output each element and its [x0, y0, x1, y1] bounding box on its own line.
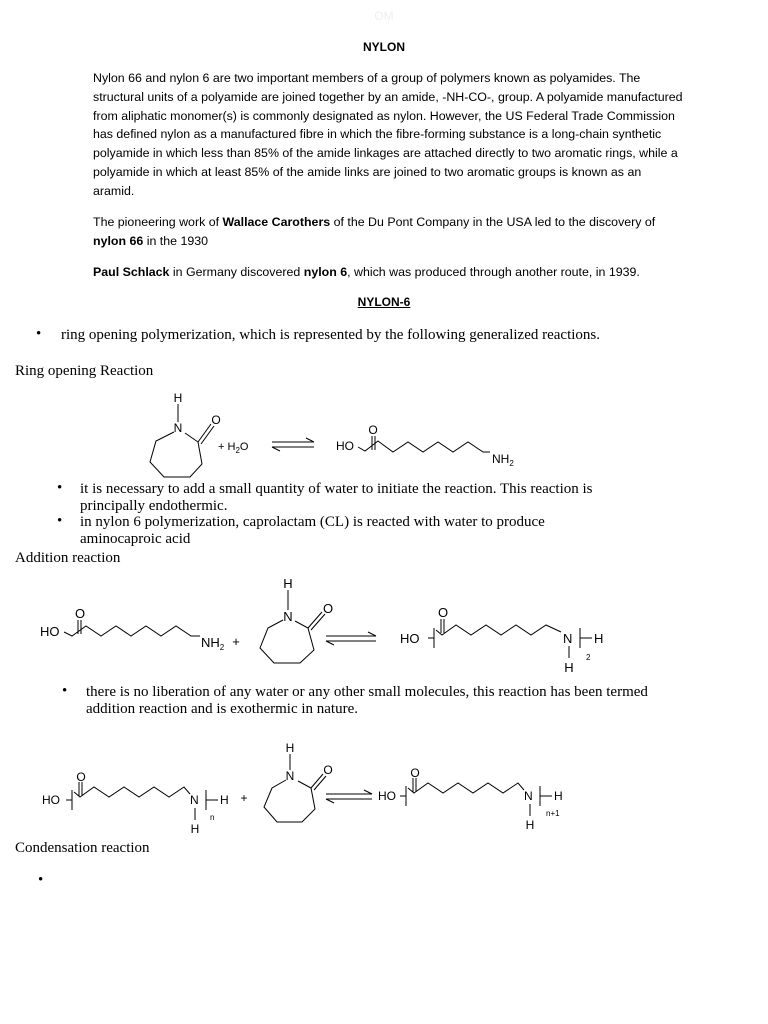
- product3-nh-h-label: H: [525, 818, 535, 832]
- ring-opening-bullet-1: it is necessary to add a small quantity of water to initiate the reaction. This reaction is principally endothermic.: [80, 481, 593, 514]
- reactant3-n-label: N: [190, 793, 199, 807]
- p3-text-d: , which was produced through another route, in 1939.: [347, 265, 640, 279]
- reactant3-nh-h-label: H: [190, 822, 200, 836]
- bullet-main-text: ring opening polymerization, which is represented by the following generalized reactions.: [61, 327, 600, 343]
- addition-reaction-diagram: [0, 572, 640, 682]
- ring1-o-label: O: [211, 413, 221, 427]
- intro-paragraph-1: Nylon 66 and nylon 6 are two important members of a group of polymers known as polyamides. The structural units of a polyamide are joined together by an amide, -NH-CO-, group. A polyamide manufactured from aliphatic monomer(s) is commonly designated as nylon. However, the US Federal Trade Commission has defined nylon as a manufactured fibre in which the fibre-forming substance is a long-chain synthetic polyamide in which less than 85% of the amide linkages are attached directly to two aromatic rings, while a polyamide in which at least 85% of the amide links are joined to two aromatic groups is known as an aramid.: [93, 71, 683, 198]
- product1-o-label: O: [368, 423, 378, 437]
- bullet-dot: •: [57, 513, 63, 529]
- ring2-h-label: H: [283, 576, 293, 591]
- product1-ho-label: HO: [336, 439, 354, 453]
- product2-ho-label: HO: [400, 631, 420, 646]
- reactant-nh2-label: $NH_2$: [201, 635, 225, 652]
- reactant-ho-label: HO: [40, 624, 60, 639]
- product3-ho-label: HO: [378, 789, 396, 803]
- product3-sub-n1: n+1: [546, 809, 560, 818]
- water-label: + $H_2O$: [218, 441, 249, 455]
- addition-heading: Addition reaction: [15, 550, 121, 566]
- ring-opening-heading: Ring opening Reaction: [15, 363, 154, 379]
- ring2-n-label: N: [283, 609, 293, 624]
- product3-h-label: H: [554, 789, 563, 803]
- addition-bullet: there is no liberation of any water or any other small molecules, this reaction has been termed addition reaction and is exothermic in nature.: [86, 684, 648, 717]
- ring-opening-reaction-diagram: [140, 388, 530, 482]
- reactant3-o-label: O: [76, 770, 86, 784]
- product3-o-label: O: [410, 766, 420, 780]
- product2-o-label: O: [437, 605, 449, 620]
- p2-text-a: The pioneering work of: [93, 215, 223, 229]
- p2-nylon66: nylon 66: [93, 233, 144, 248]
- page-title: NYLON: [363, 40, 405, 54]
- reactant-o-label: O: [74, 606, 86, 621]
- condensation-heading: Condensation reaction: [15, 840, 150, 856]
- reactant3-ho-label: HO: [42, 793, 60, 807]
- bullet-dot-empty: •: [38, 872, 44, 888]
- plus-sign: +: [232, 634, 240, 649]
- p3-schlack: Paul Schlack: [93, 265, 170, 279]
- product3-n-label: N: [524, 789, 533, 803]
- ring3-h-label: H: [285, 741, 295, 755]
- bullet-dot: •: [36, 326, 42, 342]
- intro-paragraph-3: [93, 263, 683, 282]
- bullet-dot: •: [62, 683, 68, 699]
- ring2-o-label: O: [322, 601, 334, 616]
- p2-text-e: in the 1930: [143, 233, 209, 248]
- chain-growth-reaction-diagram: [0, 736, 620, 840]
- reactant3-sub-n: n: [210, 813, 215, 822]
- p2-text-c: of the Du Pont Company in the USA led to the discovery of: [330, 215, 656, 229]
- intro-paragraph-2: [93, 213, 683, 251]
- p3-text-b: in Germany discovered: [169, 265, 304, 279]
- p3-nylon6: nylon 6: [303, 265, 348, 279]
- product1-nh2-label: $NH_2$: [492, 452, 514, 468]
- ring1-h-label: H: [173, 391, 183, 405]
- ring-opening-bullet-2: in nylon 6 polymerization, caprolactam (CL) is reacted with water to produce aminocaproic acid: [80, 514, 545, 547]
- product2-sub2-label: 2: [586, 653, 591, 662]
- reactant3-h-label: H: [220, 793, 229, 807]
- product2-nh-h-label: H: [564, 660, 574, 675]
- ring3-o-label: O: [323, 763, 333, 777]
- ring1-n-label: N: [173, 421, 183, 435]
- watermark-text: OM: [374, 9, 394, 23]
- product2-n-label: N: [563, 631, 573, 646]
- plus-sign: +: [240, 791, 248, 805]
- p2-carothers: Wallace Carothers: [222, 215, 331, 229]
- bullet-dot: •: [57, 480, 63, 496]
- product2-h-label: H: [594, 631, 604, 646]
- ring3-n-label: N: [285, 769, 295, 783]
- section-title-nylon6: NYLON-6: [357, 295, 411, 309]
